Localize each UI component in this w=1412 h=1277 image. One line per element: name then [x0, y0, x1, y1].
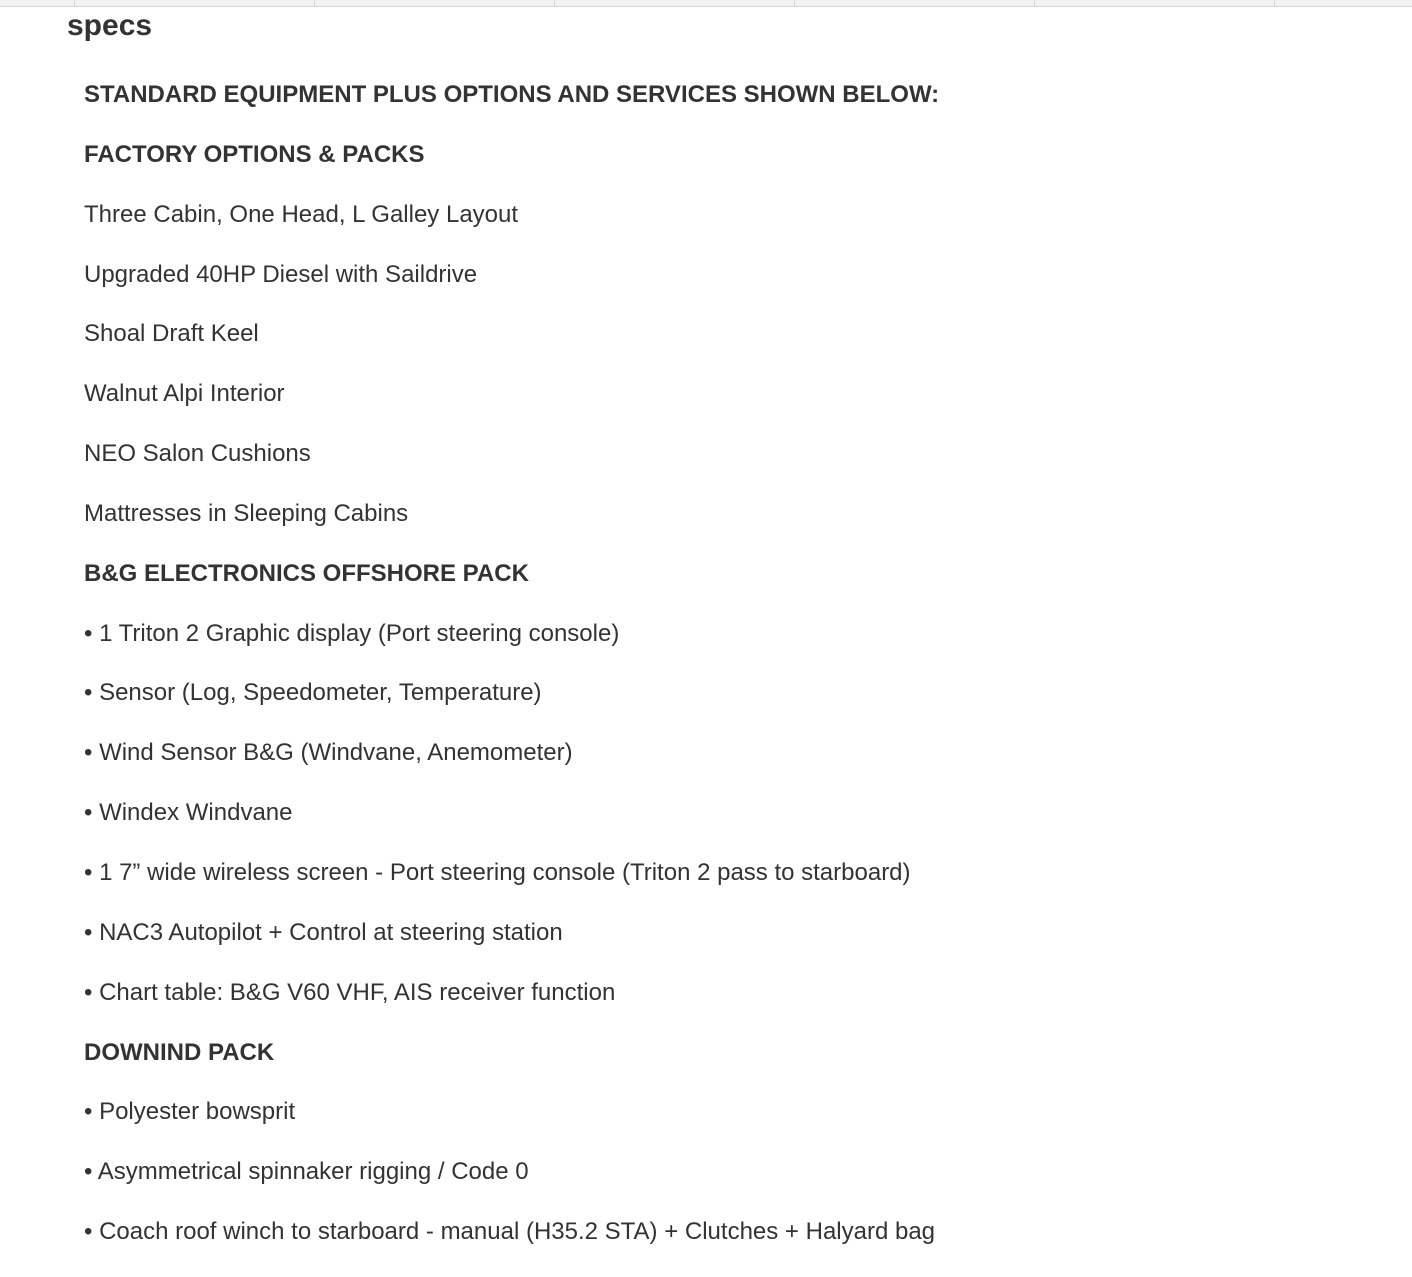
tab-4[interactable]	[555, 0, 795, 6]
spec-item: • Windex Windvane	[84, 799, 293, 827]
spec-item: • Coach roof winch to starboard - manual (H35.2 STA) + Clutches + Halyard bag	[84, 1218, 936, 1246]
spec-item: • Wind Sensor B&G (Windvane, Anemometer)	[84, 739, 573, 767]
tab-2[interactable]	[75, 0, 315, 6]
spec-heading: DOWNIND PACK	[84, 1038, 275, 1066]
spec-heading: FACTORY OPTIONS & PACKS	[84, 140, 425, 168]
spec-item: Walnut Alpi Interior	[84, 380, 285, 408]
spec-item: Mattresses in Sleeping Cabins	[84, 499, 409, 527]
spec-item: • Sensor (Log, Speedometer, Temperature)	[84, 679, 542, 707]
spec-item: • Chart table: B&G V60 VHF, AIS receiver function	[84, 978, 616, 1006]
spec-heading: B&G ELECTRONICS OFFSHORE PACK	[84, 559, 529, 587]
spec-heading: STANDARD EQUIPMENT PLUS OPTIONS AND SERVICES SHOWN BELOW:	[84, 81, 940, 108]
tab-7[interactable]	[1275, 0, 1412, 6]
tab-5[interactable]	[795, 0, 1035, 6]
spec-item: Upgraded 40HP Diesel with Saildrive	[84, 260, 478, 288]
spec-item: • Asymmetrical spinnaker rigging / Code 0	[84, 1158, 529, 1186]
spec-item: • NAC3 Autopilot + Control at steering station	[84, 918, 563, 946]
top-tab-strip	[0, 0, 1412, 7]
tab-3[interactable]	[315, 0, 555, 6]
tab-6[interactable]	[1035, 0, 1275, 6]
section-title: specs	[67, 9, 153, 42]
spec-item: • Polyester bowsprit	[84, 1098, 296, 1126]
tab-1[interactable]	[0, 0, 75, 6]
spec-item: NEO Salon Cushions	[84, 440, 311, 468]
spec-item: Three Cabin, One Head, L Galley Layout	[84, 200, 519, 228]
spec-item: • 1 7” wide wireless screen - Port steering console (Triton 2 pass to starboard)	[84, 858, 911, 886]
spec-list	[84, 80, 939, 1277]
spec-item: • 1 Triton 2 Graphic display (Port steering console)	[84, 619, 620, 647]
spec-item: Shoal Draft Keel	[84, 320, 259, 348]
